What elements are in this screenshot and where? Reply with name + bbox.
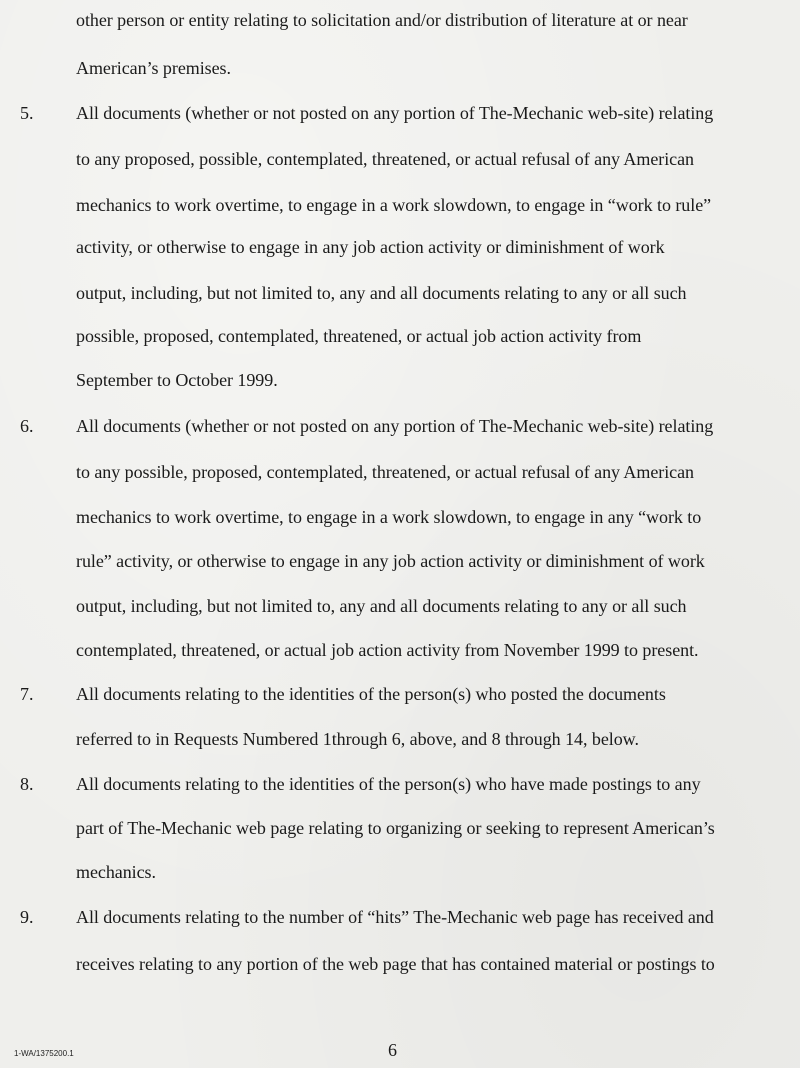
- text-line: rule” activity, or otherwise to engage in any job action activity or diminishment of work: [76, 551, 705, 571]
- text-line: All documents relating to the number of “hits” The-Mechanic web page has received and: [76, 907, 714, 927]
- text-line: American’s premises.: [76, 58, 231, 78]
- text-line: referred to in Requests Numbered 1through 6, above, and 8 through 14, below.: [76, 729, 639, 749]
- text-line: output, including, but not limited to, any and all documents relating to any or all such: [76, 596, 687, 616]
- text-line: to any possible, proposed, contemplated, threatened, or actual refusal of any American: [76, 462, 694, 482]
- text-line: All documents (whether or not posted on any portion of The-Mechanic web-site) relating: [76, 416, 714, 436]
- text-line: possible, proposed, contemplated, threatened, or actual job action activity from: [76, 326, 642, 346]
- text-line: All documents relating to the identities of the person(s) who posted the documents: [76, 684, 666, 704]
- text-line: activity, or otherwise to engage in any job action activity or diminishment of work: [76, 237, 665, 257]
- text-line: part of The-Mechanic web page relating to organizing or seeking to represent American’s: [76, 818, 715, 838]
- item-number: 6.: [20, 416, 34, 436]
- text-line: other person or entity relating to solicitation and/or distribution of literature at or near: [76, 10, 688, 30]
- item-number: 8.: [20, 774, 34, 794]
- page-number: 6: [388, 1040, 397, 1060]
- text-line: mechanics.: [76, 862, 156, 882]
- text-line: mechanics to work overtime, to engage in a work slowdown, to engage in any “work to: [76, 507, 702, 527]
- text-line: All documents (whether or not posted on any portion of The-Mechanic web-site) relating: [76, 103, 714, 123]
- item-number: 9.: [20, 907, 34, 927]
- text-line: to any proposed, possible, contemplated, threatened, or actual refusal of any American: [76, 149, 694, 169]
- item-number: 7.: [20, 684, 34, 704]
- text-line: mechanics to work overtime, to engage in a work slowdown, to engage in “work to rule”: [76, 195, 712, 215]
- item-number: 5.: [20, 103, 34, 123]
- document-id: 1-WA/1375200.1: [14, 1049, 74, 1058]
- text-line: All documents relating to the identities of the person(s) who have made postings to any: [76, 774, 701, 794]
- text-line: receives relating to any portion of the web page that has contained material or postings to: [76, 954, 715, 974]
- text-line: September to October 1999.: [76, 370, 278, 390]
- text-line: output, including, but not limited to, any and all documents relating to any or all such: [76, 283, 687, 303]
- text-line: contemplated, threatened, or actual job action activity from November 1999 to present.: [76, 640, 699, 660]
